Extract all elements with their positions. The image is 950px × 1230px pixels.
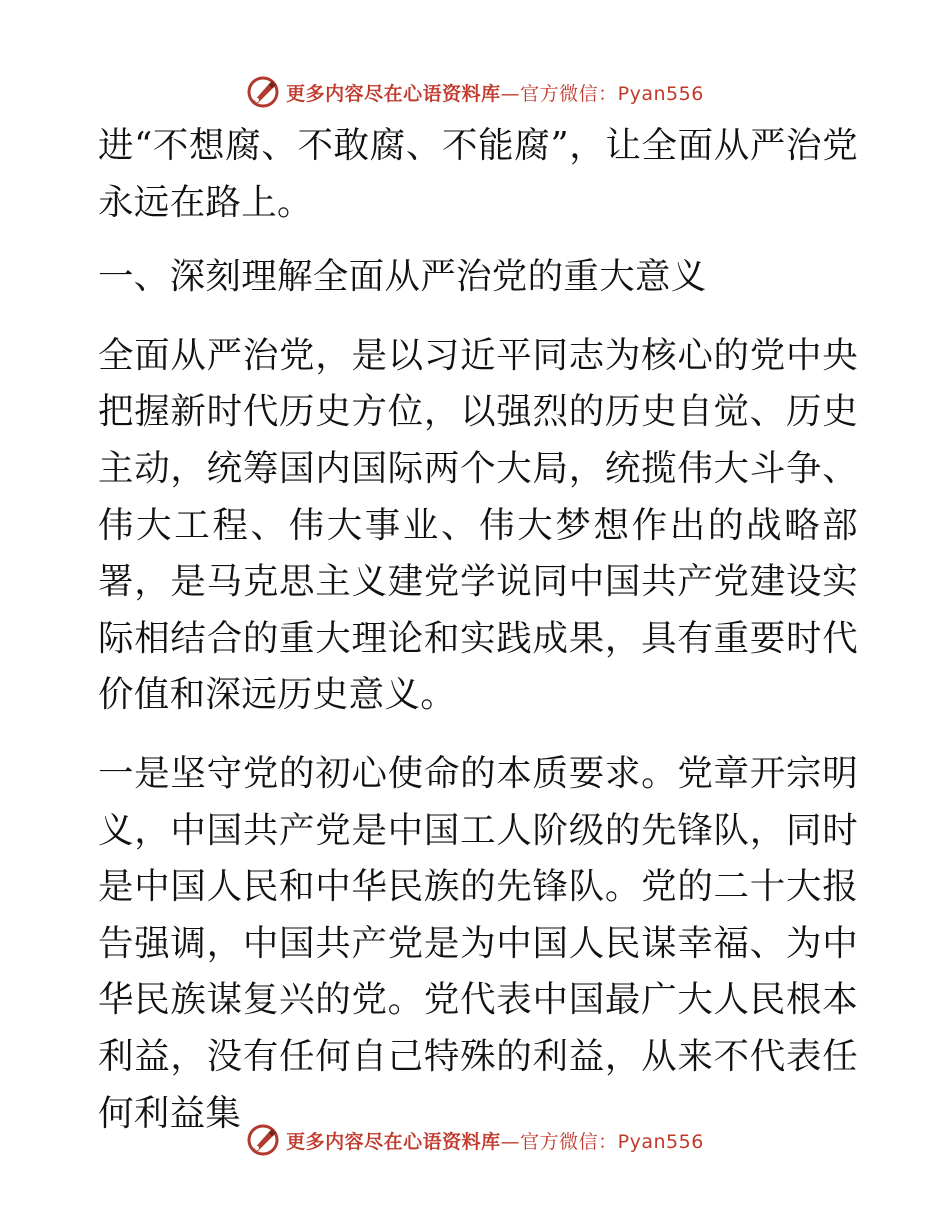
footer-watermark [0, 1120, 950, 1160]
pen-circle-logo-icon [246, 75, 280, 109]
watermark-name: 更多内容尽在心语资料库 [286, 82, 501, 105]
paragraph-significance: 全面从严治党，是以习近平同志为核心的党中央把握新时代历史方位，以强烈的历史自觉、历史主动，统筹国内国际两个大局，统揽伟大斗争、伟大工程、伟大事业、伟大梦想作出的战略部署，是马克思主义建党学说同中国共产党建设实际相结合的重大理论和实践成果，具有重要时代价值和深远历史意义。 [98, 334, 858, 716]
watermark-name: 更多内容尽在心语资料库 [286, 1130, 501, 1153]
watermark-text [286, 1127, 704, 1154]
watermark-text [286, 79, 704, 106]
paragraph-point-one: 一是坚守党的初心使命的本质要求。党章开宗明义，中国共产党是中国工人阶级的先锋队，同时是中国人民和中华民族的先锋队。党的二十大报告强调，中国共产党是为中国人民谋幸福、为中华民族谋复兴的党。党代表中国最广大人民根本利益，没有任何自己特殊的利益，从来不代表任何利益集 [98, 752, 858, 1134]
pen-circle-logo-icon [246, 1123, 280, 1157]
paragraph-continuation: 进“不想腐、不敢腐、不能腐”，让全面从严治党永远在路上。 [98, 125, 858, 223]
header-watermark [0, 72, 950, 112]
section-heading: 一、深刻理解全面从严治党的重大意义 [98, 256, 707, 298]
watermark-contact: —官方微信：Pyan556 [500, 82, 704, 105]
document-body [98, 118, 858, 1142]
watermark-contact: —官方微信：Pyan556 [500, 1130, 704, 1153]
